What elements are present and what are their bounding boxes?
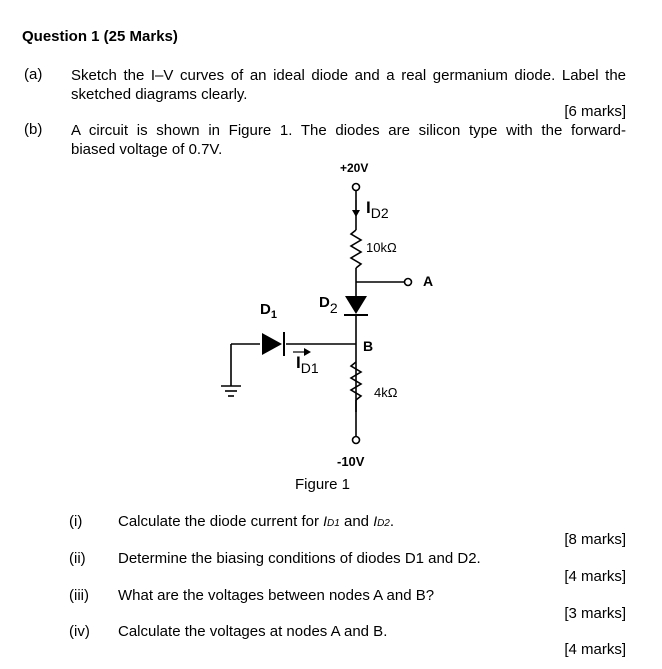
subq-iv-text: Calculate the voltages at nodes A and B. [118,623,388,640]
bottom-terminal [353,437,360,444]
question-title: Question 1 (25 Marks) [22,28,178,45]
diode-d2-icon [344,296,368,315]
part-b-line1: A circuit is shown in Figure 1. The diodes are silicon type with the forward- [71,122,626,139]
d2-label: D2 [319,294,338,316]
part-b-line2: biased voltage of 0.7V. [71,141,223,158]
subq-ii-text: Determine the biasing conditions of diodes D1 and D2. [118,550,481,567]
node-b-label: B [363,338,374,354]
subq-iv-marks: [4 marks] [564,641,626,658]
node-a-label: A [423,273,434,289]
supply-bottom-label: -10V [337,454,365,469]
supply-top-label: +20V [340,161,369,175]
part-a-line2: sketched diagrams clearly. [71,86,248,103]
figure-caption: Figure 1 [295,476,351,493]
part-a-marks: [6 marks] [564,103,626,120]
subq-ii-marks: [4 marks] [564,568,626,585]
r2-label: 4kΩ [374,385,398,400]
subq-iii-marks: [3 marks] [564,605,626,622]
part-b-label: (b) [24,121,43,138]
d1-label: $D_1$ [260,301,277,321]
subq-i-marks: [8 marks] [564,531,626,548]
part-a-label: (a) [24,66,43,83]
resistor-10k [351,230,361,268]
subq-iii-number: (iii) [69,587,89,604]
current-d1-label: $I_{D1}$ [296,353,319,376]
subq-iii-text: What are the voltages between nodes A and B? [118,587,435,604]
diode-d1-icon [262,332,284,356]
current-d2-label: $I_{D2}$ [366,198,389,221]
ground-icon [221,386,241,396]
r1-label: 10kΩ [366,240,397,255]
current-arrow-d2-icon [352,200,360,217]
part-a-line1: Sketch the I–V curves of an ideal diode and a real germanium diode. Label the [71,67,626,84]
subq-ii-number: (ii) [69,550,86,567]
node-a-terminal [405,279,412,286]
subq-i-text: Calculate the diode current for ID1 and ID2. [118,513,395,530]
subq-i-number: (i) [69,513,83,530]
subq-iv-number: (iv) [69,623,90,640]
top-terminal [353,184,360,191]
